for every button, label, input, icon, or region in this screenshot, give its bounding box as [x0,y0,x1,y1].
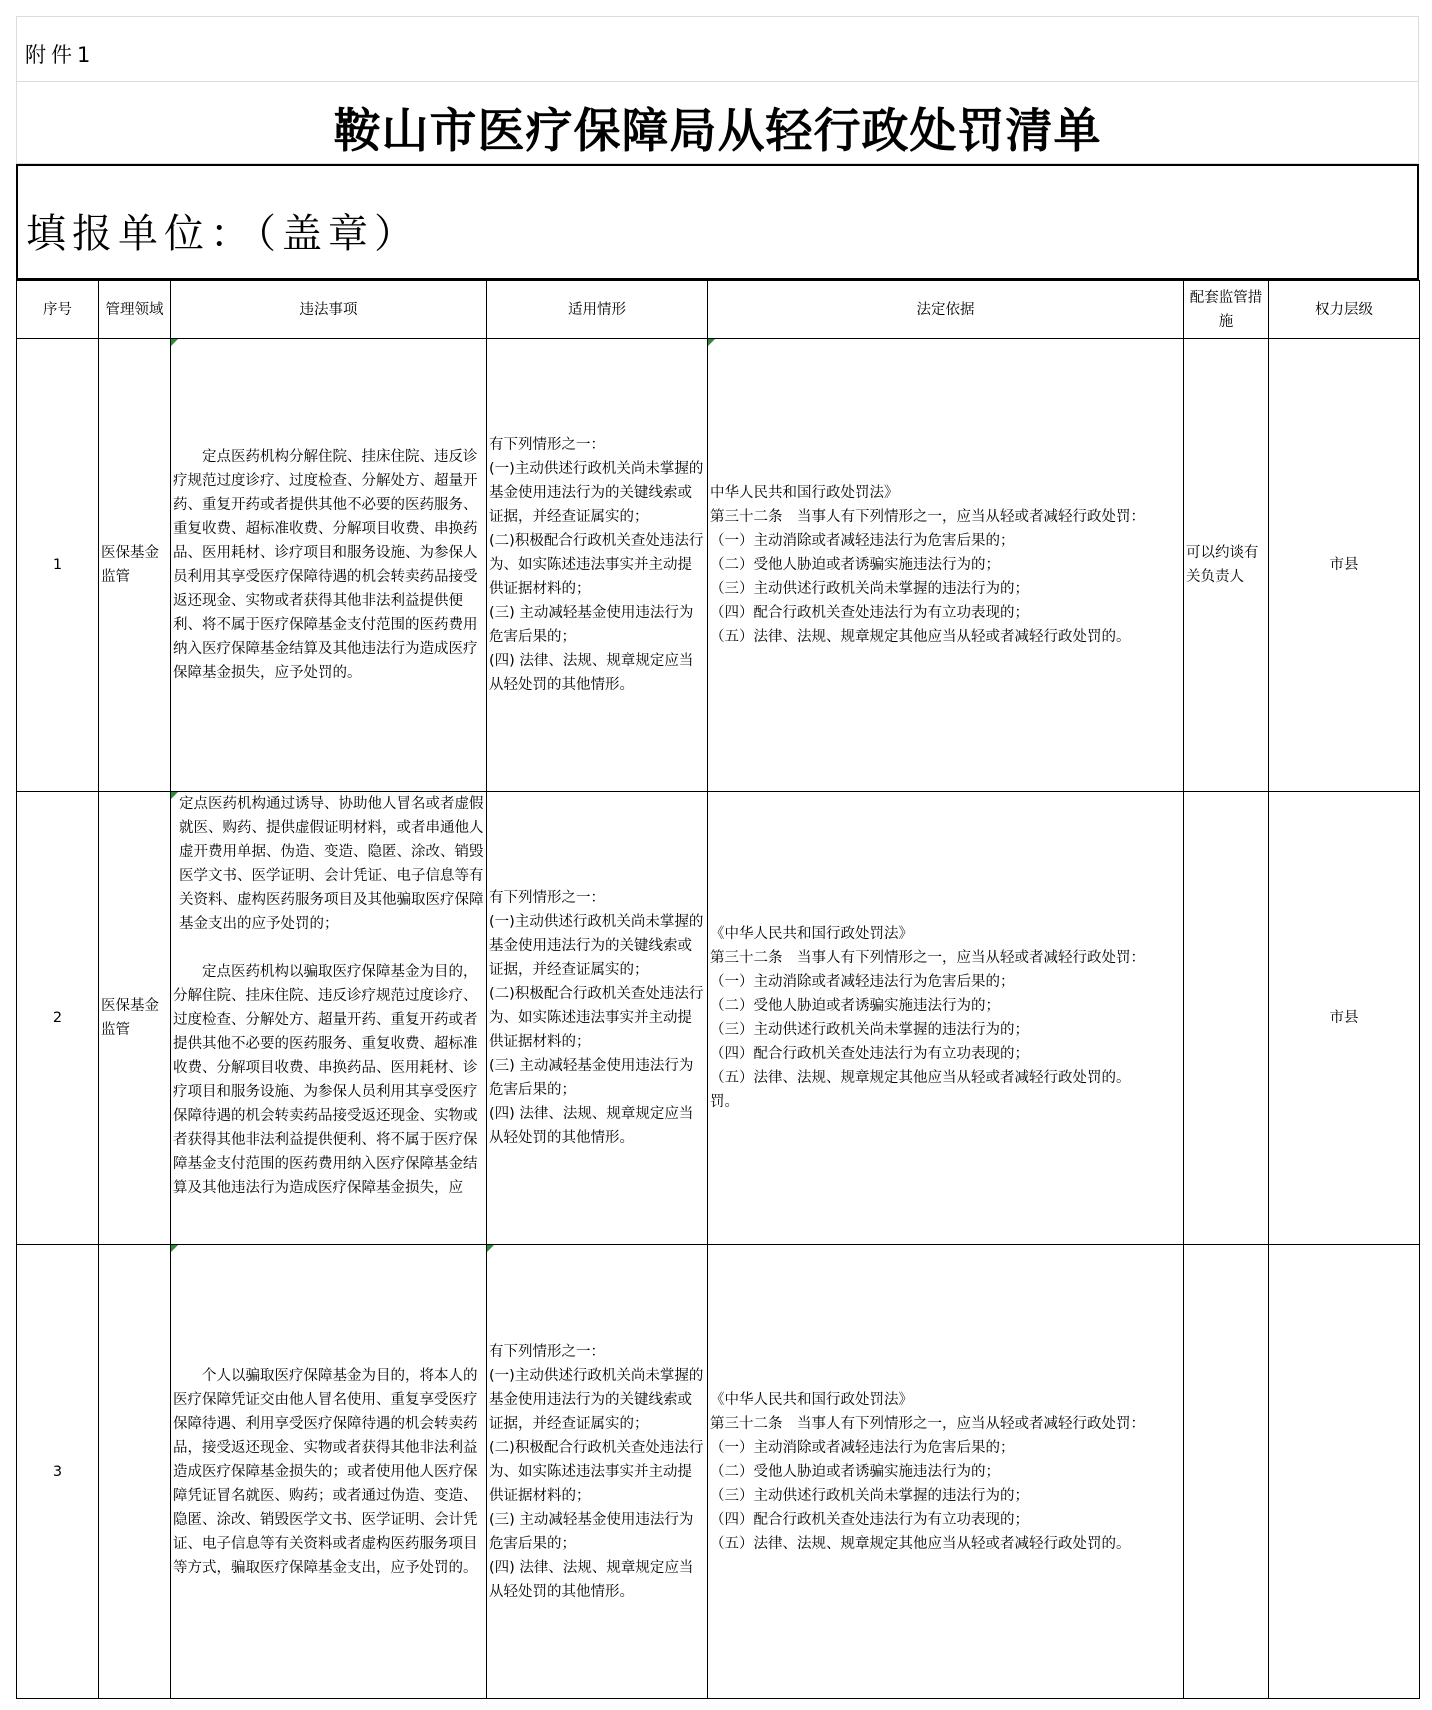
row-level [1269,1245,1420,1699]
row-measures [1184,792,1269,1245]
comment-marker-icon [708,339,715,346]
reporting-unit-row [16,164,1419,280]
title-row [16,82,1419,164]
row-number: 1 [17,339,99,792]
page-title: 鞍山市医疗保障局从轻行政处罚清单 [333,104,1102,159]
header-no: 序号 [17,281,99,339]
table-row [17,792,1420,1245]
row-basis: 《中华人民共和国行政处罚法》 第三十二条 当事人有下列情形之一，应当从轻或者减轻行政处罚： （一）主动消除或者减轻违法行为危害后果的； （二）受他人胁迫或者诱骗实施违法行为的； （三）主动供述行政机关尚未掌握的违法行为的； （四）配合行政机关查处违法行为有立功表现的； （五）法律、法规、规章规定其他应当从轻或者减轻行政处罚的。 罚。 [708,792,1184,1245]
row-level: 市县 [1269,792,1420,1245]
row-number: 3 [17,1245,99,1699]
row-domain: 医保基金监管 [99,339,171,792]
violation-text-2: 定点医药机构以骗取医疗保障基金为目的，分解住院、挂床住院、违反诊疗规范过度诊疗、过度检查、分解处方、超量开药、重复开药或者提供其他不必要的医药服务、重复收费、超标准收费、分解项目收费、串换药品、医用耗材、诊疗项目和服务设施、为参保人员利用其享受医疗保障待遇的机会转卖药品接受返还现金、实物或者获得其他非法利益提供便利、将不属于医疗保障基金支付范围的医药费用纳入医疗保障基金结算及其他违法行为造成医疗保障基金损失，应 [173,964,478,1196]
row-violation [171,1245,487,1699]
row-violation [171,792,487,1245]
row-domain: 医保基金监管 [99,792,171,1245]
row-measures [1184,1245,1269,1699]
header-level: 权力层级 [1269,281,1420,339]
comment-marker-icon [171,792,178,799]
row-domain [99,1245,171,1699]
violation-text: 定点医药机构分解住院、挂床住院、违反诊疗规范过度诊疗、过度检查、分解处方、超量开药、重复开药或者提供其他不必要的医药服务、重复收费、超标准收费、分解项目收费、串换药品、医用耗材、诊疗项目和服务设施、为参保人员利用其享受医疗保障待遇的机会转卖药品接受返还现金、实物或者获得其他非法利益提供便利、将不属于医疗保障基金支付范围的医药费用纳入医疗保障基金结算及其他违法行为造成医疗保障基金损失，应予处罚的。 [173,449,478,681]
row-violation [171,339,487,792]
row-situation: 有下列情形之一： (一)主动供述行政机关尚未掌握的基金使用违法行为的关键线索或证据，并经查证属实的； (二)积极配合行政机关查处违法行为、如实陈述违法事实并主动提供证据材料的； (三) 主动减轻基金使用违法行为危害后果的； (四) 法律、法规、规章规定应当从轻处罚的其他情形。 [487,792,708,1245]
comment-marker-icon [171,339,178,346]
row-number: 2 [17,792,99,1245]
row-measures: 可以约谈有关负责人 [1184,339,1269,792]
header-basis: 法定依据 [708,281,1184,339]
table-header-row [17,281,1420,339]
situation-text: 有下列情形之一： (一)主动供述行政机关尚未掌握的基金使用违法行为的关键线索或证据，并经查证属实的； (二)积极配合行政机关查处违法行为、如实陈述违法事实并主动提供证据材料的； (三) 主动减轻基金使用违法行为危害后果的； (四) 法律、法规、规章规定应当从轻处罚的其他情形。 [489,1343,704,1600]
header-situation: 适用情形 [487,281,708,339]
penalty-table [16,280,1420,1699]
comment-marker-icon [487,1245,494,1252]
reporting-unit-label: 填报单位：（盖章） [26,211,420,257]
header-violation: 违法事项 [171,281,487,339]
table-row [17,339,1420,792]
paragraph-gap [173,936,484,960]
row-basis [708,339,1184,792]
table-row [17,1245,1420,1699]
violation-text: 定点医药机构通过诱导、协助他人冒名或者虚假就医、购药、提供虚假证明材料，或者串通他人虚开费用单据、伪造、变造、隐匿、涂改、销毁医学文书、医学证明、会计凭证、电子信息等有关资料、虚构医药服务项目及其他骗取医疗保障基金支出的应予处罚的； [179,796,484,932]
row-level: 市县 [1269,339,1420,792]
comment-marker-icon [171,1245,178,1252]
header-domain: 管理领域 [99,281,171,339]
attachment-row [16,16,1419,82]
basis-text: 中华人民共和国行政处罚法》 第三十二条 当事人有下列情形之一，应当从轻或者减轻行政处罚： （一）主动消除或者减轻违法行为危害后果的； （二）受他人胁迫或者诱骗实施违法行为的； （三）主动供述行政机关尚未掌握的违法行为的； （四）配合行政机关查处违法行为有立功表现的； （五）法律、法规、规章规定其他应当从轻或者减轻行政处罚的。 [710,485,1145,645]
row-basis: 《中华人民共和国行政处罚法》 第三十二条 当事人有下列情形之一，应当从轻或者减轻行政处罚： （一）主动消除或者减轻违法行为危害后果的； （二）受他人胁迫或者诱骗实施违法行为的； （三）主动供述行政机关尚未掌握的违法行为的； （四）配合行政机关查处违法行为有立功表现的； （五）法律、法规、规章规定其他应当从轻或者减轻行政处罚的。 [708,1245,1184,1699]
header-measures: 配套监管措施 [1184,281,1269,339]
attachment-label: 附件1 [25,43,96,67]
row-situation [487,1245,708,1699]
row-situation: 有下列情形之一： (一)主动供述行政机关尚未掌握的基金使用违法行为的关键线索或证据，并经查证属实的； (二)积极配合行政机关查处违法行为、如实陈述违法事实并主动提供证据材料的； (三) 主动减轻基金使用违法行为危害后果的； (四) 法律、法规、规章规定应当从轻处罚的其他情形。 [487,339,708,792]
violation-text: 个人以骗取医疗保障基金为目的，将本人的医疗保障凭证交由他人冒名使用、重复享受医疗保障待遇、利用享受医疗保障待遇的机会转卖药品，接受返还现金、实物或者获得其他非法利益造成医疗保障基金损失的；或者使用他人医疗保障凭证冒名就医、购药；或者通过伪造、变造、隐匿、涂改、销毁医学文书、医学证明、会计凭证、电子信息等有关资料或者虚构医药服务项目等方式，骗取医疗保障基金支出，应予处罚的。 [173,1367,478,1576]
